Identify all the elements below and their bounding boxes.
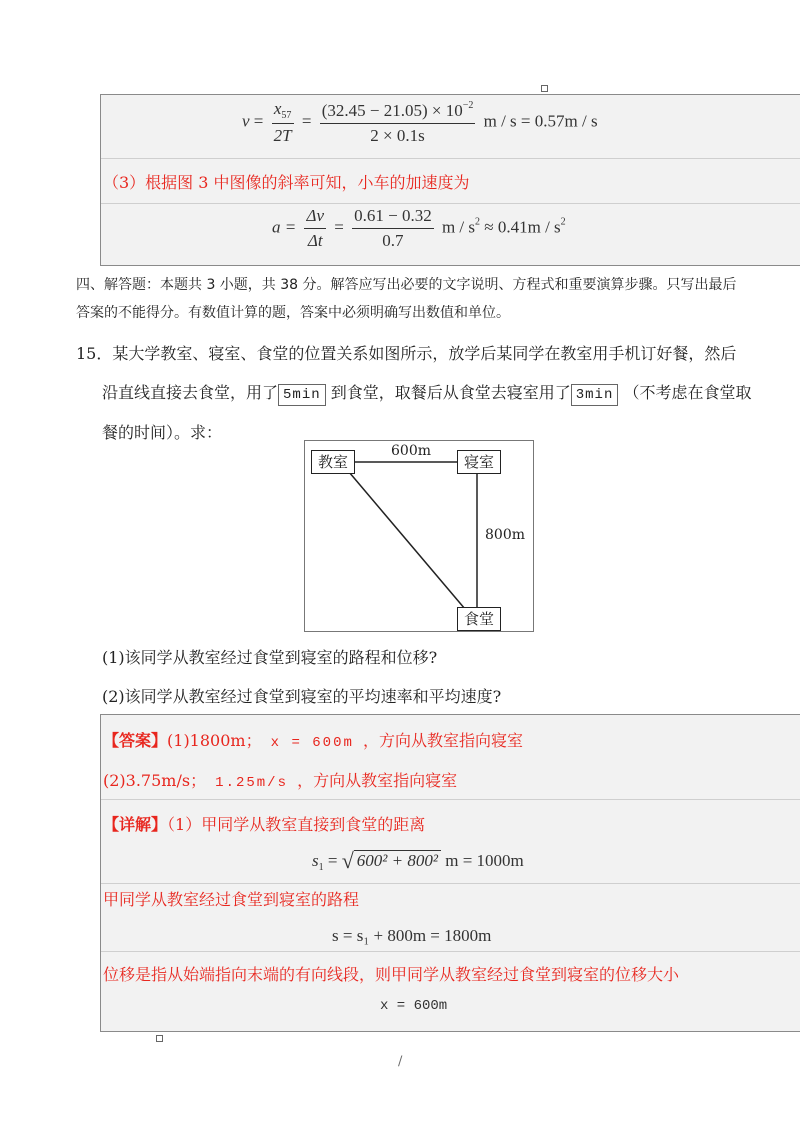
dorm-node: 寝室 — [457, 450, 501, 474]
q15-line1: 15．某大学教室、寝室、食堂的位置关系如图所示，放学后某同学在教室用手机订好餐，然后 — [76, 344, 737, 363]
answer-label: 【答案】 — [103, 731, 168, 750]
row-divider — [101, 158, 800, 159]
formula-v: v = $\frac{x_{57}}{2T}$ = $\frac{(32.45 - 21.05) \times 10^{-2}}{2 \times 0.1s}$ m / s = 0.57m / s — [242, 99, 598, 145]
page-mark: / — [398, 1054, 403, 1069]
answer-line-2: (2)3.75m/s； 1.25m/s ，方向从教室指向寝室 — [103, 771, 458, 791]
q15-sub1: (1)该同学从教室经过食堂到寝室的路程和位移? — [102, 648, 438, 667]
q15-line2: 沿直线直接去食堂，用了 5min 到食堂，取餐后从食堂去寝室用了 3min （不考虑在食堂取 — [102, 380, 751, 406]
time-box-1: 5min — [278, 384, 326, 406]
classroom-node: 教室 — [311, 450, 355, 474]
formula-x: x = 600m — [380, 998, 448, 1014]
distance-right-label: 800m — [485, 527, 525, 543]
corner-mark-bottom — [156, 1035, 163, 1042]
question-number: 15． — [76, 344, 113, 363]
detail-line-1: 【详解】（1）甲同学从教室直接到食堂的距离 — [103, 815, 426, 834]
row-divider — [101, 883, 800, 884]
row-divider — [101, 799, 800, 800]
formula-s: s = s₁ + 800m = 1800m — [332, 926, 492, 945]
detail-line-2: 甲同学从教室经过食堂到寝室的路程 — [103, 890, 360, 909]
q15-sub2: (2)该同学从教室经过食堂到寝室的平均速率和平均速度? — [102, 687, 502, 706]
distance-top-label: 600m — [391, 443, 431, 459]
section-4-line2: 答案的不能得分。有数值计算的题，答案中必须明确写出数值和单位。 — [76, 305, 510, 321]
row-divider — [101, 203, 800, 204]
detail-label: 【详解】 — [103, 815, 168, 834]
section-4-line1: 四、解答题：本题共 3 小题，共 38 分。解答应写出必要的文字说明、方程式和重要演算步骤。只写出最后 — [76, 277, 737, 293]
detail-line-3: 位移是指从始端指向末端的有向线段，则甲同学从教室经过食堂到寝室的位移大小 — [103, 965, 680, 984]
location-diagram — [304, 440, 534, 632]
q15-line3: 餐的时间）。求： — [102, 423, 223, 442]
step3-text: （3）根据图 3 中图像的斜率可知，小车的加速度为 — [103, 173, 470, 192]
corner-mark-top — [541, 85, 548, 92]
formula-s1: $s_1$ = √ 600² + 800² m = 1000m — [312, 848, 524, 873]
canteen-node: 食堂 — [457, 607, 501, 631]
formula-a: a = $\frac{\Delta v}{\Delta t}$ = $\frac{0.61 - 0.32}{0.7}$ $m / s^2 \approx 0.41m / s^2$ — [272, 206, 566, 250]
row-divider — [101, 951, 800, 952]
time-box-2: 3min — [571, 384, 619, 406]
answer-line-1: 【答案】(1)1800m； x = 600m ，方向从教室指向寝室 — [103, 731, 523, 751]
